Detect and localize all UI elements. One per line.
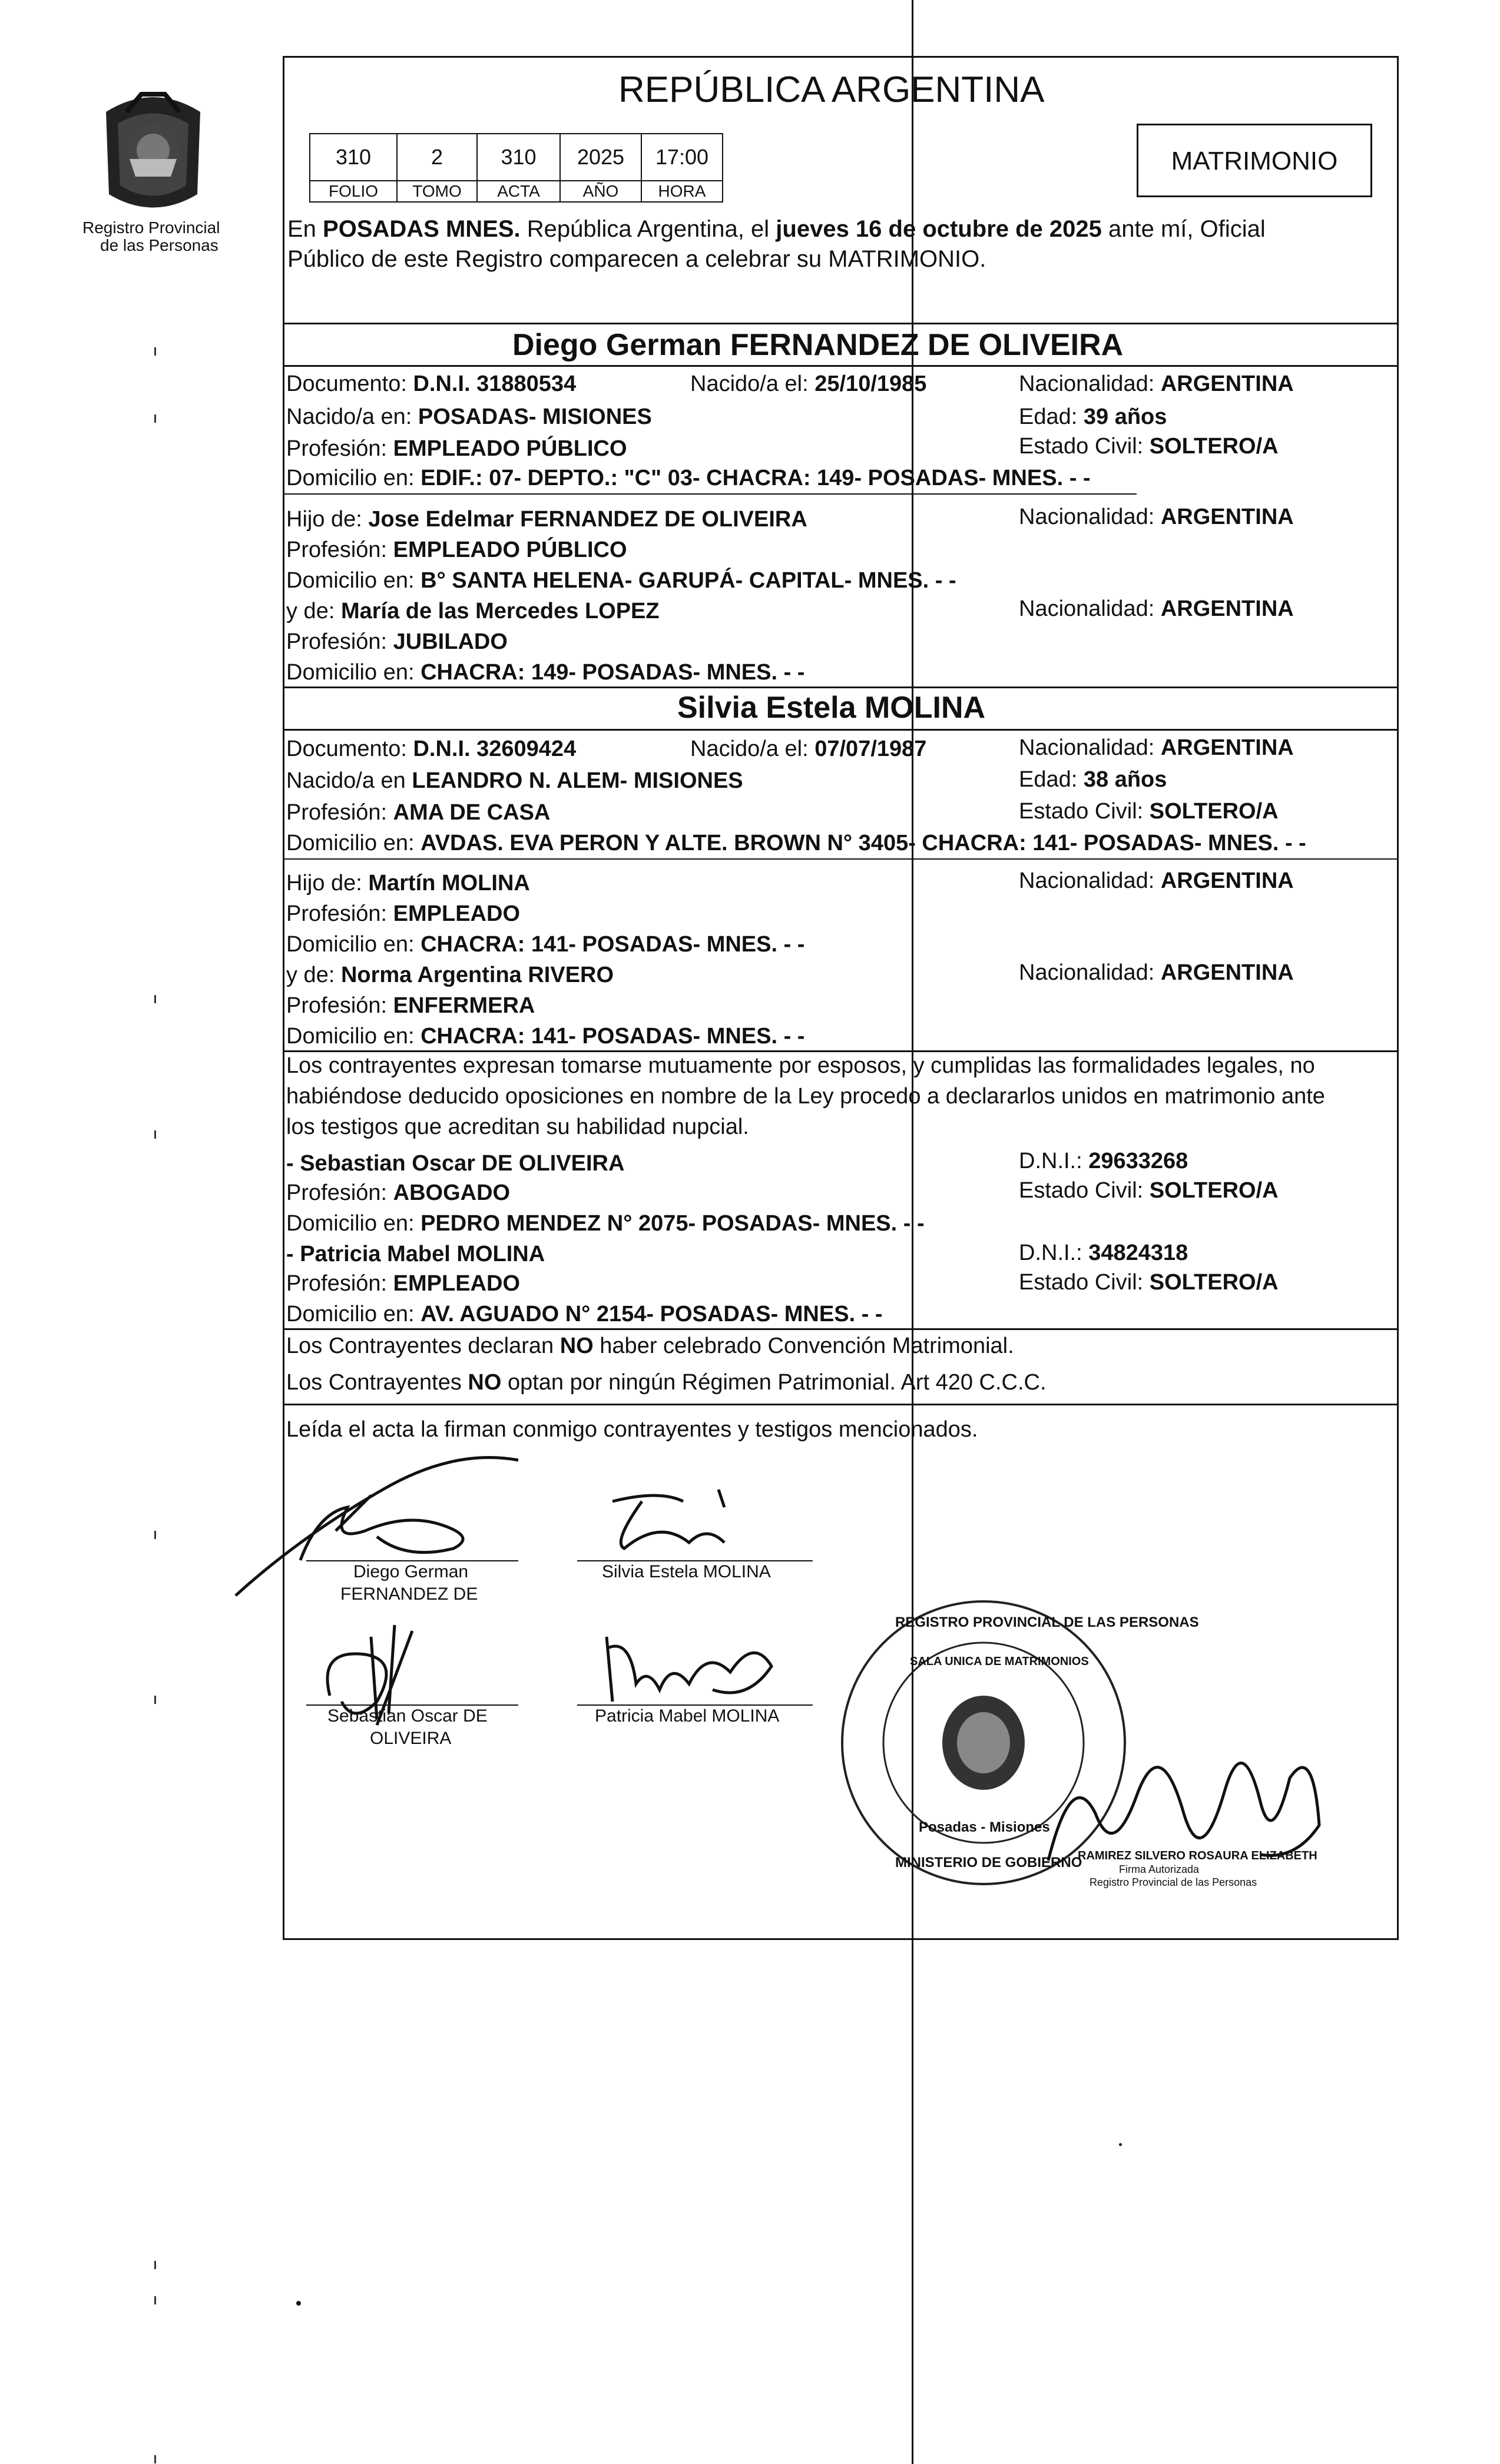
witness-2-name: - Patricia Mabel MOLINA xyxy=(286,1242,545,1266)
groom-civil xyxy=(1019,433,1279,459)
registry-logo xyxy=(82,88,224,253)
groom-doc-label: Documento: xyxy=(286,372,413,396)
groom-signature xyxy=(230,1442,583,1607)
witness-1-prof-label: Profesión: xyxy=(286,1180,393,1205)
regime-1b: NO xyxy=(559,1334,594,1358)
groom-father xyxy=(286,506,807,532)
bride-dom xyxy=(286,830,1306,856)
intro-date: jueves 16 de octubre de 2025 xyxy=(776,216,1102,242)
bride-birthplace-label: Nacido/a en xyxy=(286,768,412,793)
groom-mother xyxy=(286,598,660,624)
anio-label: AÑO xyxy=(559,180,642,203)
bride-father-value: Martín MOLINA xyxy=(368,871,530,896)
stamp-ministry-text: MINISTERIO DE GOBIERNO xyxy=(895,1855,1082,1871)
regime-2a: Los Contrayentes xyxy=(286,1370,468,1395)
bride-father-nat-label: Nacionalidad: xyxy=(1019,868,1161,893)
regime-line-2 xyxy=(286,1369,1047,1395)
groom-born-label: Nacido/a el: xyxy=(690,372,815,396)
witness-2-dni xyxy=(1019,1240,1188,1266)
bride-age-label: Edad: xyxy=(1019,767,1084,792)
regime-line-1 xyxy=(286,1333,1014,1359)
groom-mother-dom-value: CHACRA: 149- POSADAS- MNES. - - xyxy=(420,660,805,685)
groom-civil-value: SOLTERO/A xyxy=(1149,434,1279,459)
stray-dot xyxy=(1119,2143,1122,2146)
bride-mother-nat-label: Nacionalidad: xyxy=(1019,960,1161,985)
bride-mother-prof xyxy=(286,993,535,1019)
groom-birthplace xyxy=(286,404,652,430)
bride-doc-label: Documento: xyxy=(286,737,413,761)
groom-mother-label: y de: xyxy=(286,599,341,624)
bride-age-value: 38 años xyxy=(1083,767,1167,792)
margin-mark xyxy=(154,1130,156,1139)
intro-text-3: ante mí, Oficial xyxy=(1101,216,1266,242)
witness-2-dom-label: Domicilio en: xyxy=(286,1302,421,1326)
declaration-line-3: los testigos que acreditan su habilidad nupcial. xyxy=(286,1115,749,1139)
bride-father-nat xyxy=(1019,868,1294,894)
acta-value: 310 xyxy=(476,133,561,181)
intro-text-2: República Argentina, el xyxy=(520,216,776,242)
bride-mother-nat-value: ARGENTINA xyxy=(1160,960,1294,985)
margin-mark xyxy=(154,347,156,356)
groom-birthplace-label: Nacido/a en: xyxy=(286,404,418,429)
witness-1-dom xyxy=(286,1211,925,1236)
groom-father-dom-label: Domicilio en: xyxy=(286,568,421,593)
groom-father-value: Jose Edelmar FERNANDEZ DE OLIVEIRA xyxy=(368,507,807,532)
bride-prof-label: Profesión: xyxy=(286,800,393,825)
groom-nat-value: ARGENTINA xyxy=(1160,372,1294,396)
bride-doc xyxy=(286,736,576,762)
margin-mark xyxy=(154,2261,156,2269)
bride-mother-dom xyxy=(286,1023,804,1049)
groom-father-prof-value: EMPLEADO PÚBLICO xyxy=(393,538,627,562)
bride-mother xyxy=(286,962,614,988)
margin-mark xyxy=(154,414,156,423)
groom-father-nat xyxy=(1019,504,1294,530)
groom-mother-prof-value: JUBILADO xyxy=(393,629,508,654)
witness-2-civil-value: SOLTERO/A xyxy=(1149,1270,1279,1295)
bride-signature-name: Silvia Estela MOLINA xyxy=(602,1562,771,1581)
tomo-label: TOMO xyxy=(396,180,478,203)
witness-2-prof-label: Profesión: xyxy=(286,1271,393,1296)
witness-1-civil-label: Estado Civil: xyxy=(1019,1178,1150,1203)
margin-mark xyxy=(154,1531,156,1539)
groom-mother-nat-value: ARGENTINA xyxy=(1160,596,1294,621)
witness-1-dni-value: 29633268 xyxy=(1088,1149,1188,1173)
bride-nat-value: ARGENTINA xyxy=(1160,735,1294,760)
bride-civil-label: Estado Civil: xyxy=(1019,799,1150,824)
divider-bride-end xyxy=(283,1050,1399,1052)
hora-value: 17:00 xyxy=(641,133,723,181)
groom-signature-name-2: FERNANDEZ DE xyxy=(340,1584,478,1604)
intro-place: POSADAS MNES. xyxy=(323,216,521,242)
bride-mother-label: y de: xyxy=(286,963,341,987)
bride-father-dom-value: CHACRA: 141- POSADAS- MNES. - - xyxy=(420,932,805,957)
witness-2-prof xyxy=(286,1271,520,1296)
witness-1-dom-label: Domicilio en: xyxy=(286,1211,421,1236)
bride-father-prof-value: EMPLEADO xyxy=(393,901,521,926)
bride-mother-prof-label: Profesión: xyxy=(286,993,393,1018)
groom-father-label: Hijo de: xyxy=(286,507,369,532)
divider-witnesses-end xyxy=(283,1328,1399,1330)
groom-father-nat-value: ARGENTINA xyxy=(1160,505,1294,529)
bride-nat xyxy=(1019,735,1294,761)
witness-1-civil-value: SOLTERO/A xyxy=(1149,1178,1279,1203)
divider-groom-name xyxy=(283,365,1399,367)
stamp-outer-text: REGISTRO PROVINCIAL DE LAS PERSONAS xyxy=(895,1614,1199,1630)
bride-father-label: Hijo de: xyxy=(286,871,369,896)
witness-1-signature-name-2: OLIVEIRA xyxy=(370,1729,452,1748)
misiones-seal-icon xyxy=(94,88,212,218)
divider-bride-name xyxy=(283,729,1399,731)
groom-age-value: 39 años xyxy=(1083,404,1167,429)
logo-caption-line1: Registro Provincial xyxy=(82,218,220,237)
witness-2-signature xyxy=(595,1613,783,1719)
bride-prof xyxy=(286,800,550,825)
margin-mark xyxy=(154,995,156,1003)
stray-dot xyxy=(296,2301,301,2306)
groom-prof-value: EMPLEADO PÚBLICO xyxy=(393,436,627,461)
bride-mother-prof-value: ENFERMERA xyxy=(393,993,535,1018)
stamp-inner-text: SALA UNICA DE MATRIMONIOS xyxy=(910,1655,1089,1668)
groom-age xyxy=(1019,404,1167,430)
margin-mark xyxy=(154,1696,156,1704)
witness-2-dni-value: 34824318 xyxy=(1088,1241,1188,1265)
bride-civil-value: SOLTERO/A xyxy=(1149,799,1279,824)
bride-mother-dom-label: Domicilio en: xyxy=(286,1024,421,1049)
act-type-box: MATRIMONIO xyxy=(1137,124,1372,197)
stamp-bottom-text: Posadas - Misiones xyxy=(919,1819,1050,1835)
witness-1-name: - Sebastian Oscar DE OLIVEIRA xyxy=(286,1151,625,1176)
bride-civil xyxy=(1019,798,1279,824)
margin-mark xyxy=(154,2455,156,2463)
acta-label: ACTA xyxy=(476,180,561,203)
groom-birthplace-value: POSADAS- MISIONES xyxy=(418,404,652,429)
bride-nat-label: Nacionalidad: xyxy=(1019,735,1161,760)
groom-nat xyxy=(1019,371,1294,397)
witness-1-dni xyxy=(1019,1148,1188,1174)
folio-value: 310 xyxy=(309,133,398,181)
divider-groom-dom xyxy=(283,493,1137,495)
groom-prof-label: Profesión: xyxy=(286,436,393,461)
divider-regime-end xyxy=(283,1404,1399,1405)
witness-1-civil xyxy=(1019,1178,1279,1203)
groom-age-label: Edad: xyxy=(1019,404,1084,429)
official-name: RAMIREZ SILVERO ROSAURA ELIZABETH xyxy=(1078,1849,1317,1862)
groom-mother-prof-label: Profesión: xyxy=(286,629,393,654)
groom-mother-dom-label: Domicilio en: xyxy=(286,660,421,685)
groom-doc-value: D.N.I. 31880534 xyxy=(413,372,577,396)
groom-dom xyxy=(286,465,1091,491)
witness-1-dni-label: D.N.I.: xyxy=(1019,1149,1089,1173)
bride-birthplace xyxy=(286,768,743,794)
groom-prof xyxy=(286,436,627,462)
groom-doc xyxy=(286,371,576,397)
witness-2-civil xyxy=(1019,1269,1279,1295)
groom-father-dom-value: B° SANTA HELENA- GARUPÁ- CAPITAL- MNES. - - xyxy=(420,568,956,593)
regime-1a: Los Contrayentes declaran xyxy=(286,1334,560,1358)
groom-father-prof-label: Profesión: xyxy=(286,538,393,562)
anio-value: 2025 xyxy=(559,133,642,181)
witness-1-prof-value: ABOGADO xyxy=(393,1180,511,1205)
bride-born-value: 07/07/1987 xyxy=(814,737,927,761)
witness-2-dom xyxy=(286,1301,883,1327)
margin-mark xyxy=(154,2296,156,2304)
bride-age xyxy=(1019,767,1167,792)
hora-label: HORA xyxy=(641,180,723,203)
bride-prof-value: AMA DE CASA xyxy=(393,800,551,825)
groom-mother-nat-label: Nacionalidad: xyxy=(1019,596,1161,621)
groom-mother-nat xyxy=(1019,596,1294,622)
groom-born xyxy=(690,371,926,397)
folio-label: FOLIO xyxy=(309,180,398,203)
groom-father-nat-label: Nacionalidad: xyxy=(1019,505,1161,529)
regime-2c: optan por ningún Régimen Patrimonial. Art 420 C.C.C. xyxy=(501,1370,1047,1395)
bride-mother-value: Norma Argentina RIVERO xyxy=(340,963,614,987)
bride-father-prof-label: Profesión: xyxy=(286,901,393,926)
intro-line-2: Público de este Registro comparecen a celebrar su MATRIMONIO. xyxy=(287,246,986,272)
bride-dom-label: Domicilio en: xyxy=(286,831,421,855)
witness-2-signature-name: Patricia Mabel MOLINA xyxy=(595,1706,780,1726)
groom-born-value: 25/10/1985 xyxy=(814,372,927,396)
bride-birthplace-value: LEANDRO N. ALEM- MISIONES xyxy=(412,768,743,793)
witness-2-civil-label: Estado Civil: xyxy=(1019,1270,1150,1295)
regime-1c: haber celebrado Convención Matrimonial. xyxy=(593,1334,1014,1358)
bride-born xyxy=(690,736,926,762)
divider-groom-end xyxy=(283,687,1399,688)
declaration-line-1: Los contrayentes expresan tomarse mutuamente por esposos, y cumplidas las formalidades legales, no xyxy=(286,1053,1315,1078)
bride-dom-value: AVDAS. EVA PERON Y ALTE. BROWN N° 3405- CHACRA: 141- POSADAS- MNES. - - xyxy=(420,831,1306,855)
bride-mother-nat xyxy=(1019,960,1294,986)
groom-father-dom xyxy=(286,568,956,593)
witness-1-prof xyxy=(286,1180,510,1206)
witness-2-dom-value: AV. AGUADO N° 2154- POSADAS- MNES. - - xyxy=(420,1302,883,1326)
bride-father-nat-value: ARGENTINA xyxy=(1160,868,1294,893)
witness-2-dni-label: D.N.I.: xyxy=(1019,1241,1089,1265)
bride-name: Silvia Estela MOLINA xyxy=(677,691,986,725)
bride-born-label: Nacido/a el: xyxy=(690,737,815,761)
witness-1-signature-name-1: Sebastian Oscar DE xyxy=(327,1706,488,1726)
page-title: REPÚBLICA ARGENTINA xyxy=(618,69,1045,110)
bride-doc-value: D.N.I. 32609424 xyxy=(413,737,577,761)
groom-mother-value: María de las Mercedes LOPEZ xyxy=(340,599,660,624)
groom-father-prof xyxy=(286,537,627,563)
bride-mother-dom-value: CHACRA: 141- POSADAS- MNES. - - xyxy=(420,1024,805,1049)
witness-2-prof-value: EMPLEADO xyxy=(393,1271,521,1296)
groom-civil-label: Estado Civil: xyxy=(1019,434,1150,459)
groom-signature-name-1: Diego German xyxy=(353,1562,469,1581)
bride-father-dom xyxy=(286,931,804,957)
official-org: Registro Provincial de las Personas xyxy=(1090,1876,1257,1888)
intro-text-1: En xyxy=(287,216,323,242)
groom-name: Diego German FERNANDEZ DE OLIVEIRA xyxy=(512,328,1124,362)
groom-dom-value: EDIF.: 07- DEPTO.: "C" 03- CHACRA: 149- POSADAS- MNES. - - xyxy=(420,466,1091,490)
regime-2b: NO xyxy=(468,1370,502,1395)
tomo-value: 2 xyxy=(396,133,478,181)
declaration-line-2: habiéndose deducido oposiciones en nombre de la Ley procedo a declararlos unidos en matrimonio ante xyxy=(286,1084,1325,1109)
divider-header xyxy=(283,323,1399,324)
bride-signature xyxy=(589,1478,766,1566)
groom-dom-label: Domicilio en: xyxy=(286,466,421,490)
witness-1-dom-value: PEDRO MENDEZ N° 2075- POSADAS- MNES. - - xyxy=(420,1211,925,1236)
logo-caption-line2: de las Personas xyxy=(100,236,218,254)
bride-father-prof xyxy=(286,901,520,927)
intro-line-1 xyxy=(287,216,1266,242)
bride-father-dom-label: Domicilio en: xyxy=(286,932,421,957)
groom-mother-prof xyxy=(286,629,508,655)
closing-text: Leída el acta la firman conmigo contrayentes y testigos mencionados. xyxy=(286,1417,978,1442)
divider-bride-dom xyxy=(283,858,1399,860)
bride-father xyxy=(286,870,530,896)
groom-nat-label: Nacionalidad: xyxy=(1019,372,1161,396)
groom-mother-dom xyxy=(286,659,804,685)
official-title: Firma Autorizada xyxy=(1119,1863,1200,1875)
